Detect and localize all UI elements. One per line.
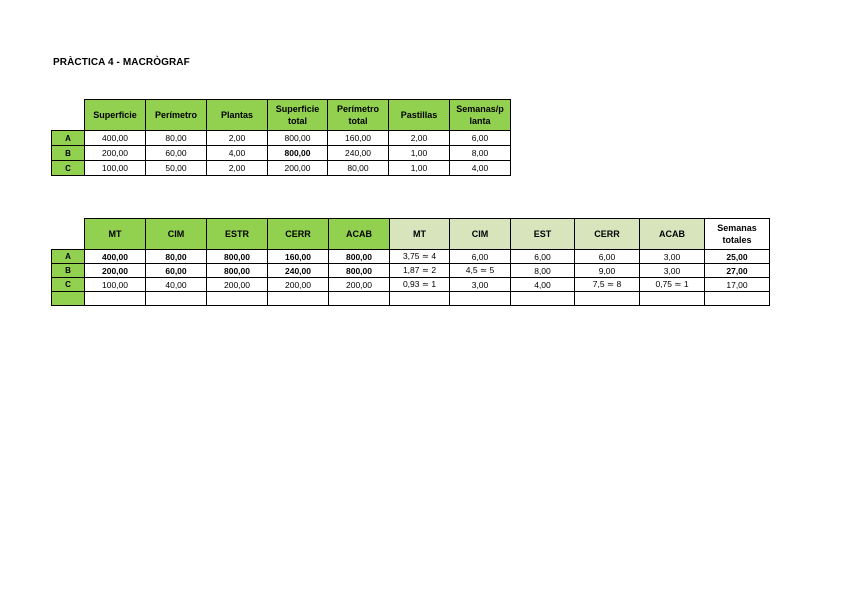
- column-header: CIM: [450, 219, 511, 250]
- table-row: [52, 264, 770, 278]
- table-cell: 240,00: [328, 146, 389, 161]
- table-cell: [511, 292, 575, 306]
- table-cell: 6,00: [450, 131, 511, 146]
- table-cell: 1,00: [389, 161, 450, 176]
- table-cell: 3,75 ≃ 4: [390, 250, 450, 264]
- table-cell: 60,00: [146, 264, 207, 278]
- row-label: B: [52, 146, 85, 161]
- column-header: ACAB: [329, 219, 390, 250]
- table-cell: 1,87 ≃ 2: [390, 264, 450, 278]
- table-row: [52, 250, 770, 264]
- table-cell: 40,00: [146, 278, 207, 292]
- table-cell: 3,00: [640, 264, 705, 278]
- table-cell: 2,00: [389, 131, 450, 146]
- table-cell: [329, 292, 390, 306]
- table-cell: 160,00: [328, 131, 389, 146]
- weeks-calculation-table: [51, 218, 770, 306]
- table-row: [52, 278, 770, 292]
- table-cell: 200,00: [207, 278, 268, 292]
- column-header: CERR: [575, 219, 640, 250]
- table-cell: 60,00: [146, 146, 207, 161]
- table-cell: 200,00: [268, 278, 329, 292]
- row-label: A: [52, 131, 85, 146]
- column-header: Pastillas: [389, 100, 450, 131]
- table-cell: 3,00: [450, 278, 511, 292]
- table-row: [52, 146, 511, 161]
- table-cell: [575, 292, 640, 306]
- table-cell: 800,00: [207, 264, 268, 278]
- table-cell: [705, 292, 770, 306]
- table-cell: 50,00: [146, 161, 207, 176]
- table-cell: 8,00: [511, 264, 575, 278]
- table-cell: 3,00: [640, 250, 705, 264]
- table-cell: 80,00: [328, 161, 389, 176]
- table-cell: [450, 292, 511, 306]
- column-header: MT: [390, 219, 450, 250]
- corner-cell: [52, 100, 85, 131]
- table-header-row: [52, 219, 770, 250]
- table-cell: [640, 292, 705, 306]
- table-cell: 800,00: [268, 146, 328, 161]
- table-row: [52, 131, 511, 146]
- table-cell: 200,00: [85, 264, 146, 278]
- table-cell: 4,00: [511, 278, 575, 292]
- table-cell: [146, 292, 207, 306]
- table-cell: 6,00: [575, 250, 640, 264]
- column-header: CIM: [146, 219, 207, 250]
- table-cell: 25,00: [705, 250, 770, 264]
- column-header: ACAB: [640, 219, 705, 250]
- column-header: Semanas/p lanta: [450, 100, 511, 131]
- table-row: [52, 292, 770, 306]
- table-cell: 6,00: [450, 250, 511, 264]
- table-cell: 200,00: [85, 146, 146, 161]
- row-label: B: [52, 264, 85, 278]
- table-cell: 4,5 ≃ 5: [450, 264, 511, 278]
- table-cell: 160,00: [268, 250, 329, 264]
- column-header: Perímetro total: [328, 100, 389, 131]
- column-header: EST: [511, 219, 575, 250]
- table-cell: 800,00: [329, 264, 390, 278]
- column-header: ESTR: [207, 219, 268, 250]
- column-header: Superficie: [85, 100, 146, 131]
- table-cell: 240,00: [268, 264, 329, 278]
- table-cell: 1,00: [389, 146, 450, 161]
- row-label: C: [52, 161, 85, 176]
- table-cell: 17,00: [705, 278, 770, 292]
- table-cell: 9,00: [575, 264, 640, 278]
- table-cell: 4,00: [450, 161, 511, 176]
- table-cell: 100,00: [85, 161, 146, 176]
- table-cell: 400,00: [85, 131, 146, 146]
- table-cell: 800,00: [329, 250, 390, 264]
- column-header: MT: [85, 219, 146, 250]
- table-cell: 80,00: [146, 250, 207, 264]
- row-label: C: [52, 278, 85, 292]
- table-cell: 400,00: [85, 250, 146, 264]
- column-header: Perímetro: [146, 100, 207, 131]
- page-title: PRÀCTICA 4 - MACRÒGRAF: [53, 57, 190, 68]
- table-cell: [268, 292, 329, 306]
- table-header-row: [52, 100, 511, 131]
- column-header: CERR: [268, 219, 329, 250]
- table-cell: [207, 292, 268, 306]
- row-label: [52, 292, 85, 306]
- table-cell: 0,93 ≃ 1: [390, 278, 450, 292]
- table-cell: 800,00: [207, 250, 268, 264]
- table-cell: 200,00: [329, 278, 390, 292]
- table-cell: 8,00: [450, 146, 511, 161]
- table-cell: 2,00: [207, 161, 268, 176]
- table-cell: 80,00: [146, 131, 207, 146]
- table-cell: 2,00: [207, 131, 268, 146]
- table-cell: 100,00: [85, 278, 146, 292]
- column-header: Plantas: [207, 100, 268, 131]
- row-label: A: [52, 250, 85, 264]
- table-cell: 6,00: [511, 250, 575, 264]
- table-cell: 200,00: [268, 161, 328, 176]
- table-cell: 27,00: [705, 264, 770, 278]
- corner-cell: [52, 219, 85, 250]
- table-cell: [85, 292, 146, 306]
- table-cell: [390, 292, 450, 306]
- table-row: [52, 161, 511, 176]
- table-cell: 0,75 ≃ 1: [640, 278, 705, 292]
- column-header: Superficie total: [268, 100, 328, 131]
- column-header: Semanas totales: [705, 219, 770, 250]
- table-cell: 4,00: [207, 146, 268, 161]
- building-parameters-table: [51, 99, 511, 176]
- table-cell: 800,00: [268, 131, 328, 146]
- table-cell: 7,5 ≃ 8: [575, 278, 640, 292]
